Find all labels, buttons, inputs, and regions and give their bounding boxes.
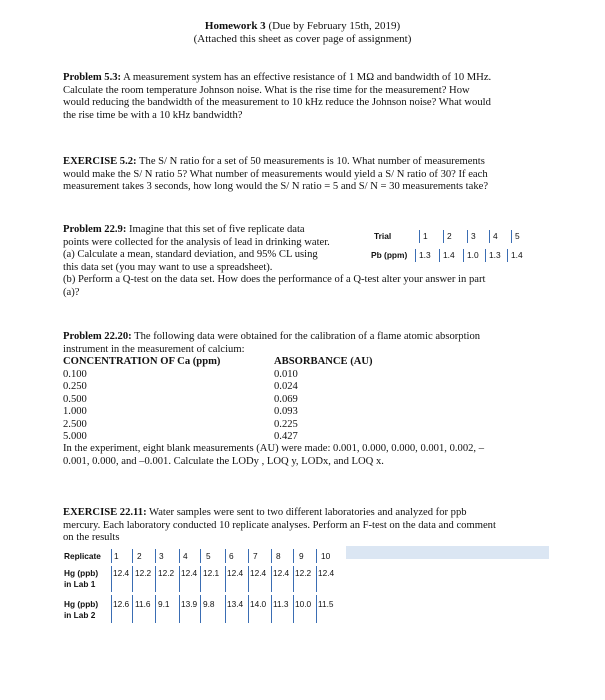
- cell-border: [248, 566, 249, 592]
- cell-border: [179, 566, 180, 592]
- problem-text-line: In the experiment, eight blank measurements (AU) were made: 0.001, 0.000, 0.000, 0.001, 0.002, –: [63, 443, 485, 454]
- concentration-value: 1.000: [63, 406, 87, 417]
- lab2-value: 11.3: [273, 599, 289, 609]
- problem-label: Problem 22.20:: [63, 331, 132, 342]
- lab2-label-sub: in Lab 2: [64, 610, 96, 620]
- lab1-value: 12.2: [295, 568, 312, 578]
- problem-22-20-followup: [63, 443, 543, 468]
- title-bold: Homework 3: [204, 20, 266, 32]
- concentration-value: 2.500: [63, 418, 87, 430]
- problem-label: Problem 5.3:: [63, 72, 122, 83]
- cell-border: [316, 549, 317, 563]
- problem-text-line: (b) Perform a Q-test on the data set. How does the performance of a Q-test alter your answer in part: [63, 274, 486, 286]
- exercise-text-line: on the results: [63, 532, 120, 544]
- problem-text-line: The following data were obtained for the calibration of a flame atomic absorption: [131, 331, 481, 342]
- cell-border: [293, 549, 294, 563]
- lab2-value: 11.5: [318, 599, 334, 609]
- exercise-text-line: would make the S/ N ratio 5? What number of measurements would yield a S/ N ratio of 30? If each: [63, 168, 488, 180]
- calibration-table: [63, 356, 373, 451]
- cell-border: [155, 549, 156, 563]
- replicate-number: 3: [159, 551, 164, 561]
- concentration-header: CONCENTRATION OF Ca (ppm): [63, 356, 221, 367]
- lab2-value: 11.6: [135, 599, 151, 609]
- replicate-number: 9: [299, 551, 304, 561]
- cell-border: [248, 549, 249, 563]
- absorbance-value: 0.427: [274, 431, 298, 442]
- exercise-label: EXERCISE 5.2:: [63, 156, 137, 167]
- problem-text-line: (a) Calculate a mean, standard deviation, and 95% CL using: [63, 249, 318, 261]
- problem-text-line: A measurement system has an effective resistance of 1 MΩ and bandwidth of 10 MHz.: [121, 72, 492, 83]
- absorbance-value: 0.024: [274, 381, 298, 392]
- replicate-number: 8: [276, 551, 281, 561]
- table-row: [63, 393, 298, 407]
- cell-border: [316, 566, 317, 592]
- cell-border: [155, 566, 156, 592]
- absorbance-value: 0.010: [274, 368, 298, 380]
- cell-border: [111, 566, 112, 592]
- problem-text-line: 0.001, 0.000, and –0.001. Calculate the LODy , LOQ y, LODx, and LOQ x.: [63, 455, 384, 467]
- cell-border: [271, 549, 272, 563]
- cell-border: [271, 595, 272, 623]
- cell-border: [225, 566, 226, 592]
- replicate-number: 4: [183, 551, 188, 561]
- problem-text-line: would reducing the bandwidth of the measurement to 10 kHz reduce the Johnson noise? What would: [63, 97, 491, 109]
- cell-border: [132, 549, 133, 563]
- table-row: [63, 418, 298, 432]
- absorbance-value: 0.093: [274, 406, 298, 417]
- trial-number: 2: [443, 230, 461, 243]
- lab2-value: 13.9: [181, 599, 198, 609]
- problem-5-3: [63, 72, 543, 122]
- cell-border: [225, 549, 226, 563]
- problem-text-line: Calculate the room temperature Johnson noise. What is the rise time for the measurement? How: [63, 84, 470, 96]
- cell-border: [316, 595, 317, 623]
- problem-text-line: this data set (you may want to use a spreadsheet).: [63, 261, 273, 273]
- exercise-label: EXERCISE 22.11:: [63, 507, 147, 518]
- problem-label: Problem 22.9:: [63, 224, 127, 235]
- pb-value: 1.4: [439, 249, 457, 262]
- concentration-value: 0.500: [63, 393, 87, 405]
- replicate-number: 6: [229, 551, 234, 561]
- lab1-value: 12.4: [113, 568, 130, 578]
- absorbance-header: ABSORBANCE (AU): [274, 356, 373, 367]
- lab1-value: 12.4: [318, 568, 335, 578]
- row-label: Pb (ppm): [371, 250, 408, 260]
- replicate-header: Replicate: [64, 551, 101, 561]
- table-row: [63, 431, 298, 444]
- cell-border: [111, 549, 112, 563]
- exercise-text-line: Water samples were sent to two different laboratories and analyzed for ppb: [146, 507, 467, 518]
- table-header-row: [63, 356, 373, 369]
- lab2-label: Hg (ppb): [64, 599, 99, 609]
- replicate-number: 1: [114, 551, 119, 561]
- table-row: [63, 406, 298, 419]
- cell-border: [132, 566, 133, 592]
- lab1-value: 12.4: [181, 568, 198, 578]
- table-row: [63, 368, 298, 382]
- exercise-5-2: [63, 156, 543, 194]
- table-highlight-bar: [346, 546, 549, 559]
- lab2-value: 9.8: [203, 599, 215, 609]
- trial-number: 4: [489, 230, 507, 243]
- replicate-number: 5: [206, 551, 211, 561]
- replicate-number: 10: [321, 551, 331, 561]
- page-subtitle: (Attached this sheet as cover page of assignment): [193, 33, 412, 45]
- pb-value: 1.4: [507, 249, 525, 262]
- row-label: Trial: [374, 231, 392, 241]
- cell-border: [155, 595, 156, 623]
- replicate-number: 7: [253, 551, 258, 561]
- lab2-value: 10.0: [295, 599, 312, 609]
- cell-border: [200, 549, 201, 563]
- concentration-value: 0.100: [63, 368, 87, 380]
- exercise-text-line: The S/ N ratio for a set of 50 measurements is 10. What number of measurements: [136, 156, 485, 167]
- concentration-value: 5.000: [63, 431, 87, 442]
- lab1-label: Hg (ppb): [64, 568, 99, 578]
- title-due-date: (Due by February 15th, 2019): [265, 20, 401, 32]
- lab1-value: 12.1: [203, 568, 220, 578]
- concentration-value: 0.250: [63, 381, 87, 392]
- problem-22-20: [63, 331, 543, 356]
- table-row: [63, 381, 298, 394]
- cell-border: [200, 566, 201, 592]
- trial-number: 3: [467, 230, 485, 243]
- lab2-value: 12.6: [113, 599, 130, 609]
- trial-number: 5: [511, 230, 529, 243]
- lab2-value: 13.4: [227, 599, 244, 609]
- problem-text-line: instrument in the measurement of calcium:: [63, 343, 245, 355]
- lab2-value: 14.0: [250, 599, 267, 609]
- cell-border: [271, 566, 272, 592]
- cell-border: [293, 566, 294, 592]
- lab1-value: 12.4: [250, 568, 267, 578]
- lab1-value: 12.2: [135, 568, 152, 578]
- pb-value: 1.3: [485, 249, 503, 262]
- cell-border: [179, 595, 180, 623]
- lab1-value: 12.4: [273, 568, 290, 578]
- cell-border: [248, 595, 249, 623]
- cell-border: [132, 595, 133, 623]
- lab1-value: 12.2: [158, 568, 175, 578]
- cell-border: [200, 595, 201, 623]
- problem-text-line: the rise time be with a 10 kHz bandwidth?: [63, 109, 243, 121]
- absorbance-value: 0.069: [274, 393, 298, 405]
- cell-border: [111, 595, 112, 623]
- absorbance-value: 0.225: [274, 418, 298, 430]
- problem-text-line: Imagine that this set of five replicate data: [126, 224, 305, 235]
- cell-border: [293, 595, 294, 623]
- exercise-text-line: mercury. Each laboratory conducted 10 replicate analyses. Perform an F-test on the data and comment: [63, 519, 496, 531]
- page-title: [0, 20, 605, 33]
- lab2-value: 9.1: [158, 599, 170, 609]
- exercise-text-line: measurement takes 3 seconds, how long would the S/ N ratio = 5 and S/ N = 30 measurements take?: [63, 181, 489, 193]
- problem-text-line: points were collected for the analysis of lead in drinking water.: [63, 236, 330, 248]
- problem-text-line: (a)?: [63, 286, 80, 298]
- pb-value: 1.0: [463, 249, 481, 262]
- replicate-number: 2: [137, 551, 142, 561]
- cell-border: [179, 549, 180, 563]
- cell-border: [225, 595, 226, 623]
- lab1-value: 12.4: [227, 568, 244, 578]
- lab1-label-sub: in Lab 1: [64, 579, 96, 589]
- trial-number: 1: [419, 230, 437, 243]
- pb-value: 1.3: [415, 249, 433, 262]
- exercise-22-11: [63, 507, 543, 545]
